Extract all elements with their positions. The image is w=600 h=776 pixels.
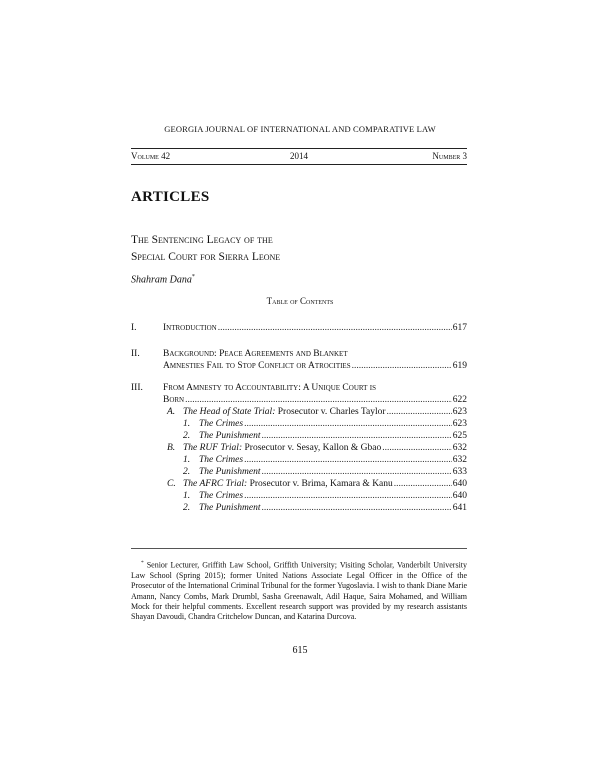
footnote-text: Senior Lecturer, Griffith Law School, Griffith University; Visiting Scholar, Vanderbilt University Law School (Spring 2015); former United Nations Associate Legal Officer in the Office of the Prosecutor of the International Criminal Tribunal for the former Yugoslavia. I wish to thank Diane Marie Amann, Nancy Combs, Mark Drumbl, Sasha Greenawalt, Adil Haque, Saira Mohamed, and William Mock for their helpful comments. Excellent research support was provided by my research assistants Shayan Davoudi, Chandra Critchelow Duncan, and Katarina Durcova.	[131, 560, 468, 622]
toc-text: Introduction	[163, 323, 217, 333]
volume-label: Volume 42	[131, 151, 171, 161]
toc-number: 2.	[183, 503, 191, 513]
toc-text: The Punishment	[199, 467, 261, 477]
toc-text: The Crimes	[199, 455, 244, 465]
year-label: 2014	[290, 151, 308, 161]
toc-letter: A.	[167, 407, 176, 417]
dot-leader	[382, 442, 451, 454]
toc-text: The Crimes	[199, 491, 244, 501]
toc-entry-ruf-crimes[interactable]	[131, 454, 467, 466]
toc-page: 632	[452, 443, 467, 453]
toc-entry-introduction[interactable]	[131, 322, 467, 334]
toc-page: 640	[452, 491, 467, 501]
toc-entry-ruf[interactable]	[131, 442, 467, 454]
number-label: Number 3	[432, 151, 467, 161]
toc-number: I.	[131, 323, 137, 333]
footnote-mark: *	[141, 560, 144, 566]
toc-entry-background-cont[interactable]	[131, 360, 467, 372]
author-name	[131, 274, 195, 285]
dot-leader	[261, 430, 451, 442]
toc-entry-afrc-crimes[interactable]	[131, 490, 467, 502]
toc-text-italic: The Head of State Trial:	[183, 407, 276, 417]
toc-text-italic: The RUF Trial:	[183, 443, 243, 453]
dot-leader	[261, 502, 451, 514]
toc-text: From Amnesty to Accountability: A Unique Court is	[163, 383, 377, 393]
dot-leader	[394, 478, 452, 490]
toc-number: 1.	[183, 419, 191, 429]
dot-leader	[218, 322, 452, 334]
toc-text: Prosecutor v. Sesay, Kallon & Gbao	[242, 443, 382, 453]
toc-text: The Punishment	[199, 503, 261, 513]
toc-text: Prosecutor v. Charles Taylor	[275, 407, 386, 417]
toc-entry-ruf-punishment[interactable]	[131, 466, 467, 478]
toc-page: 633	[452, 467, 467, 477]
toc-page: 625	[452, 431, 467, 441]
toc-entry-taylor[interactable]	[131, 406, 467, 418]
toc-entry-taylor-punishment[interactable]	[131, 430, 467, 442]
toc-text: The Punishment	[199, 431, 261, 441]
volume-bar	[131, 148, 467, 165]
toc-page: 623	[452, 407, 467, 417]
article-title	[131, 232, 280, 266]
toc-number: III.	[131, 383, 143, 393]
toc-number: 1.	[183, 455, 191, 465]
author-text: Shahram Dana	[131, 274, 192, 286]
toc-text: The Crimes	[199, 419, 244, 429]
toc-text: Amnesties Fail to Stop Conflict or Atrocities	[163, 361, 351, 371]
title-line-1: The Sentencing Legacy of the	[131, 234, 273, 246]
toc-heading: Table of Contents	[266, 296, 334, 306]
footnote	[131, 558, 467, 622]
toc-entry-amnesty[interactable]	[131, 382, 467, 394]
toc-text-italic: The AFRC Trial:	[183, 479, 248, 489]
dot-leader	[352, 360, 452, 372]
toc-entry-afrc-punishment[interactable]	[131, 502, 467, 514]
toc-number: 2.	[183, 467, 191, 477]
dot-leader	[244, 490, 452, 502]
toc-letter: B.	[167, 443, 176, 453]
toc-page: 641	[452, 503, 467, 513]
footnote-divider	[131, 548, 467, 549]
dot-leader	[244, 418, 452, 430]
toc-text: Born	[163, 395, 185, 405]
toc-entry-background[interactable]	[131, 348, 467, 360]
toc-number: 1.	[183, 491, 191, 501]
dot-leader	[244, 454, 452, 466]
title-line-2: Special Court for Sierra Leone	[131, 251, 281, 263]
toc-page: 623	[452, 419, 467, 429]
toc-letter: C.	[167, 479, 176, 489]
toc-entry-afrc[interactable]	[131, 478, 467, 490]
toc-page: 622	[452, 395, 467, 405]
toc-page: 617	[452, 323, 467, 333]
toc-entry-taylor-crimes[interactable]	[131, 418, 467, 430]
dot-leader	[387, 406, 452, 418]
toc-entry-amnesty-cont[interactable]	[131, 394, 467, 406]
toc-text: Background: Peace Agreements and Blanket	[163, 349, 348, 359]
toc-page: 640	[452, 479, 467, 489]
toc-number: II.	[131, 349, 140, 359]
toc-page: 632	[452, 455, 467, 465]
toc-number: 2.	[183, 431, 191, 441]
toc-text: Prosecutor v. Brima, Kamara & Kanu	[247, 479, 393, 489]
toc-page: 619	[452, 361, 467, 371]
section-heading: ARTICLES	[131, 189, 210, 205]
journal-name: GEORGIA JOURNAL OF INTERNATIONAL AND COMPARATIVE LAW	[164, 124, 436, 134]
dot-leader	[185, 394, 452, 406]
page-number: 615	[292, 645, 308, 656]
author-footnote-mark: *	[191, 274, 195, 280]
dot-leader	[261, 466, 451, 478]
